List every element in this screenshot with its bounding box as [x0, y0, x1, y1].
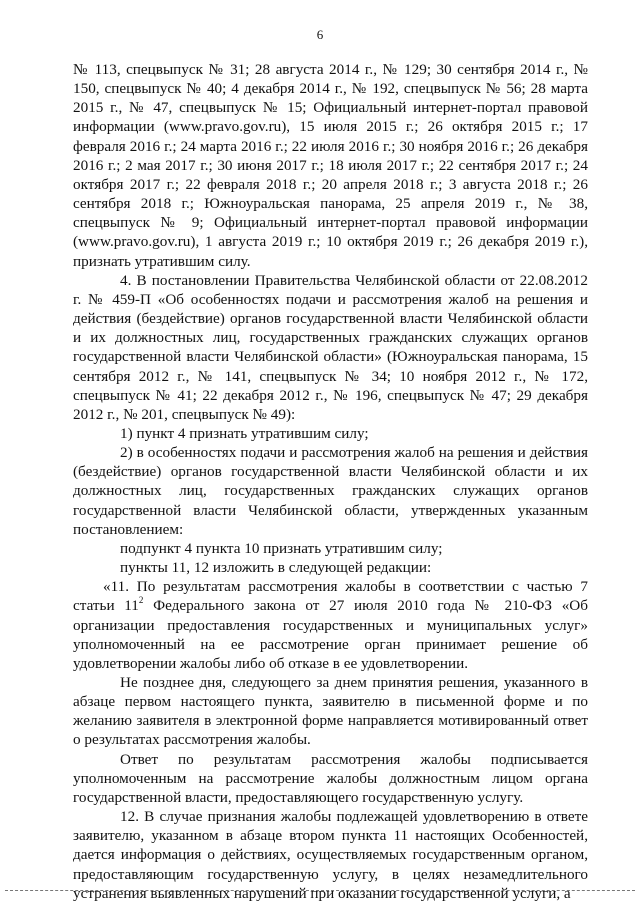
point-11-text-before: «11. По результатам рассмотрения жалобы в соответствии с частью 7 статьи 11	[73, 578, 588, 615]
paragraph-response-signature: Ответ по результатам рассмотрения жалобы подписывается уполномоченным на рассмотрение жалобы должностным лицом органа государственной власти, предоставляющего государственную услугу.	[73, 750, 588, 806]
paragraph-publications-list: № 113, спецвыпуск № 31; 28 августа 2014 г., № 129; 30 сентября 2014 г., № 150, спецвыпуск № 40; 4 декабря 2014 г., № 192, спецвыпуск № 56; 28 марта 2015 г., № 47, спецвыпуск № 15; Официальный интернет-портал правовой информации (www.pravo.gov.ru), 15 июля 2015 г.; 26 октября 2015 г.; 17 февраля 2016 г.; 24 марта 2016 г.; 22 июля 2016 г.; 30 ноября 2016 г.; 26 декабря 2016 г.; 2 мая 2017 г.; 30 июня 2017 г.; 18 июля 2017 г.; 22 сентября 2017 г.; 24 октября 2017 г.; 22 февраля 2018 г.; 20 апреля 2018 г.; 3 августа 2018 г.; 26 сентября 2018 г.; Южноуральская панорама, 25 апреля 2019 г., № 38, спецвыпуск № 9; Официальный интернет-портал правовой информации (www.pravo.gov.ru), 1 августа 2019 г.; 10 октября 2019 г.; 26 декабря 2019 г.), признать утратившим силу.	[73, 61, 588, 270]
paragraph-item-4: 4. В постановлении Правительства Челябинской области от 22.08.2012 г. № 459-П «Об особенностях подачи и рассмотрения жалоб на решения и действия (бездействие) органов государственной власти Челябинской области и их должностных лиц, государственных гражданских служащих органов государственной власти Челябинской области» (Южноуральская панорама, 15 сентября 2012 г., № 141, спецвыпуск № 34; 10 ноября 2012 г., № 172, спецвыпуск № 41; 22 декабря 2012 г., № 196, спецвыпуск № 47; 29 декабря 2012 г., № 201, спецвыпуск № 49):	[73, 271, 588, 423]
paragraph-point-11	[73, 577, 588, 673]
paragraph-subpoint-4-point-10: подпункт 4 пункта 10 признать утратившим силу;	[120, 539, 443, 557]
paragraph-point-12: 12. В случае признания жалобы подлежащей удовлетворению в ответе заявителю, указанном в абзаце втором пункта 11 настоящих Особенностей, дается информация о действиях, осуществляемых государственным органом, предоставляющим государственную услугу, в целях незамедлительного устранения выявленных нарушений при оказании государственной услуги, а	[73, 808, 588, 902]
point-11-text-after: Федерального закона от 27 июля 2010 года № 210-ФЗ «Об организации предоставления государственных и муниципальных услуг» уполномоченный на ее рассмотрение орган принимает решение об удовлетворении жалобы либо об отказе в ее удовлетворении.	[73, 597, 588, 672]
article-superscript: 2	[138, 595, 144, 606]
paragraph-response-deadline: Не позднее дня, следующего за днем принятия решения, указанного в абзаце первом настоящего пункта, заявителю в письменной форме и по желанию заявителя в электронной форме направляется мотивированный ответ о результатах рассмотрения жалобы.	[73, 674, 588, 749]
paragraph-subitem-2: 2) в особенностях подачи и рассмотрения жалоб на решения и действия (бездействие) органов государственной власти Челябинской области и их должностных лиц, государственных гражданских служащих органов государственной власти Челябинской области, утвержденных указанным постановлением:	[73, 444, 588, 538]
page-number: 6	[316, 27, 324, 42]
document-body	[73, 60, 588, 903]
paragraph-subitem-1: 1) пункт 4 признать утратившим силу;	[120, 424, 369, 442]
paragraph-points-11-12-intro: пункты 11, 12 изложить в следующей редакции:	[120, 559, 432, 577]
footer-divider	[5, 890, 635, 891]
